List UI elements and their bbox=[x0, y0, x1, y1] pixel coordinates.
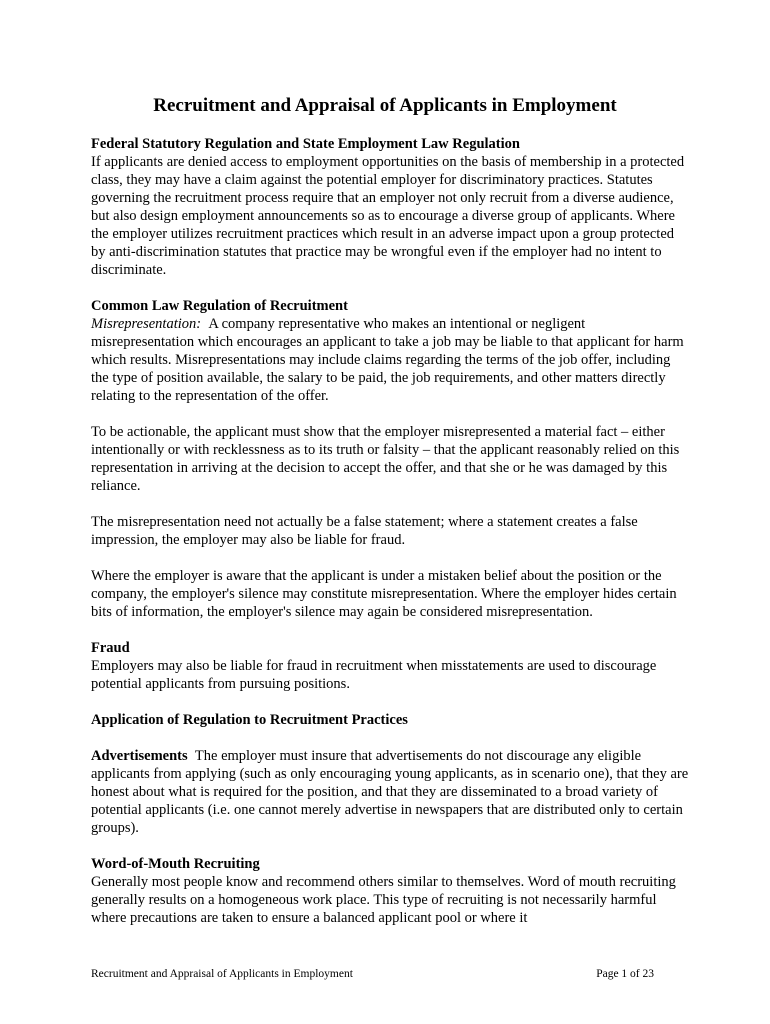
section-heading: Federal Statutory Regulation and State Employment Law Regulation bbox=[91, 136, 520, 152]
section-heading: Application of Regulation to Recruitment Practices bbox=[91, 712, 408, 728]
paragraph: Employers may also be liable for fraud in recruitment when misstatements are used to discourage potential applicants from pursuing positions. bbox=[91, 658, 657, 692]
paragraph: To be actionable, the applicant must show that the employer misrepresented a material fact – either intentionally or with recklessness as to its truth or falsity – that the applicant reasonably relied on this representation in arriving at the decision to accept the offer, and that she or he was damaged by this reliance. bbox=[91, 424, 680, 494]
paragraph: Generally most people know and recommend others similar to themselves. Word of mouth recruiting generally results on a homogeneous work place. This type of recruiting is not necessarily harmful where precautions are taken to ensure a balanced applicant pool or where it bbox=[91, 874, 676, 926]
section-word-of-mouth bbox=[91, 855, 691, 927]
page-number: Page 1 of 23 bbox=[596, 968, 654, 980]
advertisements-label: Advertisements bbox=[91, 748, 188, 764]
section-federal-regulation bbox=[91, 135, 691, 279]
document-body bbox=[91, 135, 691, 945]
section-heading: Common Law Regulation of Recruitment bbox=[91, 298, 348, 314]
section-fraud bbox=[91, 639, 691, 693]
section-common-law bbox=[91, 297, 691, 405]
paragraph-text: A company representative who makes an intentional or negligent misrepresentation which encourages an applicant to take a job may be liable to that applicant for harm which results. Misrepresentations may include claims regarding the terms of the job offer, including the type of position available, the salary to be paid, the job requirements, and other matters directly relating to the representation of the offer. bbox=[91, 316, 684, 404]
section-actionable bbox=[91, 423, 691, 495]
paragraph: Where the employer is aware that the applicant is under a mistaken belief about the position or the company, the employer's silence may constitute misrepresentation. Where the employer hides certain bits of information, the employer's silence may again be considered misrepresentation. bbox=[91, 568, 677, 620]
paragraph-text: The employer must insure that advertisements do not discourage any eligible applicants from applying (such as only encouraging young applicants, as in scenario one), that they are honest about what is required for the position, and that they are disseminated to a broad variety of potential applicants (i.e. one cannot merely advertise in newspapers that are distributed only to certain groups). bbox=[91, 748, 689, 836]
section-application bbox=[91, 711, 691, 729]
section-heading: Fraud bbox=[91, 640, 130, 656]
misrepresentation-label: Misrepresentation: bbox=[91, 316, 202, 332]
document-title: Recruitment and Appraisal of Applicants in Employment bbox=[153, 95, 617, 116]
section-advertisements bbox=[91, 747, 691, 837]
footer-title: Recruitment and Appraisal of Applicants in Employment bbox=[91, 968, 353, 980]
paragraph bbox=[91, 747, 691, 837]
paragraph: If applicants are denied access to employment opportunities on the basis of membership in a protected class, they may have a claim against the potential employer for discriminatory practices. Statutes governing the recruitment process require that an employer not only recruit from a diverse audience, but also design employment announcements so as to encourage a diverse group of applicants. Where the employer utilizes recruitment practices which result in an adverse impact upon a group protected by anti-discrimination statutes that practice may be wrongful even if the employer had no intent to discriminate. bbox=[91, 154, 685, 278]
paragraph bbox=[91, 315, 691, 405]
section-heading: Word-of-Mouth Recruiting bbox=[91, 856, 260, 872]
section-silence bbox=[91, 567, 691, 621]
section-false-statement bbox=[91, 513, 691, 549]
paragraph: The misrepresentation need not actually be a false statement; where a statement creates a false impression, the employer may also be liable for fraud. bbox=[91, 514, 638, 548]
